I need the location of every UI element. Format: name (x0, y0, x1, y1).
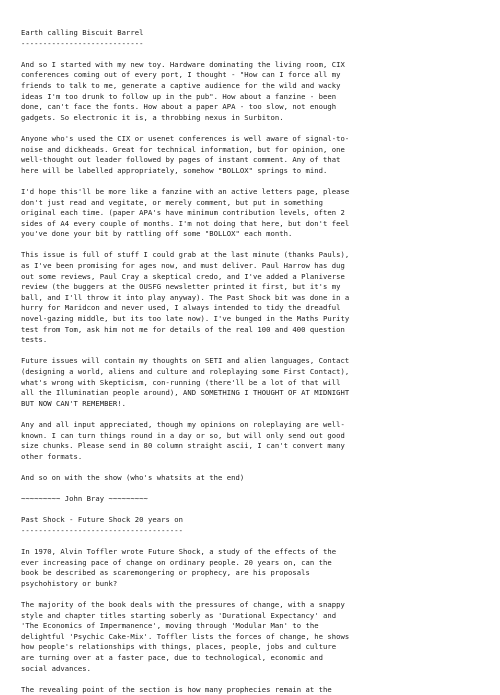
text-line: Past Shock - Future Shock 20 years on (21, 515, 183, 525)
paragraph (21, 60, 487, 124)
text-line: social advances. (21, 663, 92, 673)
paragraph-gap (21, 505, 487, 516)
text-line: style and chapter titles starting soberly as 'Durational Expectancy' and (21, 610, 337, 620)
paragraph (21, 473, 487, 484)
text-line: ball, and I'll throw it into play anyway). The Past Shock bit was done in a (21, 292, 350, 302)
paragraph-gap (21, 674, 487, 685)
text-line: hurry for Maridcon and never used, I always intended to tidy the dreadful (21, 303, 341, 313)
text-line: test from Tom, ask him not me for details of the real 100 and 400 question (21, 324, 345, 334)
text-line: as I've been promising for ages now, and must deliver. Paul Harrow has dug (21, 261, 345, 271)
text-line: This issue is full of stuff I could grab at the last minute (thanks Pauls), (21, 250, 350, 260)
document-page (21, 28, 487, 695)
paragraph (21, 494, 487, 505)
text-line: ---------------------------- (21, 38, 144, 48)
text-line: out some reviews, Paul Cray a skeptical credo, and I've added a Planiverse (21, 271, 345, 281)
text-line: tests. (21, 335, 48, 345)
text-line: And so on with the show (who's whatsits at the end) (21, 472, 245, 482)
paragraph (21, 356, 487, 409)
text-line: how people's relationships with things, places, people, jobs and culture (21, 642, 337, 652)
text-line: Future issues will contain my thoughts on SETI and alien languages, Contact (21, 356, 350, 366)
paragraph (21, 600, 487, 674)
paragraph-gap (21, 346, 487, 357)
text-line: ~~~~~~~~~ John Bray ~~~~~~~~~ (21, 494, 148, 504)
text-line: you've done your bit by rattling off some "BOLLOX" each month. (21, 229, 293, 239)
paragraph (21, 547, 487, 589)
text-line: what's wrong with Skepticism, con-running (there'll be a lot of that will (21, 377, 341, 387)
paragraph (21, 515, 487, 536)
text-line: ------------------------------------- (21, 525, 183, 535)
text-line: ideas I'm too drunk to follow up in the pub". How about a fanzine - been (21, 91, 337, 101)
text-line: I'd hope this'll be more like a fanzine with an active letters page, please (21, 186, 350, 196)
paragraph (21, 250, 487, 345)
text-line: noise and dickheads. Great for technical information, but for opinion, one (21, 144, 345, 154)
paragraph-gap (21, 537, 487, 548)
text-line: In 1970, Alvin Toffler wrote Future Shock, a study of the effects of the (21, 547, 337, 557)
text-line: The majority of the book deals with the pressures of change, with a snappy (21, 600, 345, 610)
text-line: don't just read and vegitate, or merely comment, but put in something (21, 197, 324, 207)
text-line: BUT NOW CAN'T REMEMBER!. (21, 398, 127, 408)
paragraph-gap (21, 409, 487, 420)
text-line: here will be labelled appropriately, somehow "BOLLOX" springs to mind. (21, 165, 328, 175)
text-line: psychohistory or bunk? (21, 578, 118, 588)
text-line: review (the buggers at the OUSFG newsletter printed it first, but it's my (21, 282, 341, 292)
text-line: known. I can turn things round in a day or so, but will only send out good (21, 430, 345, 440)
text-line: gadgets. So electronic it is, a throbbing nexus in Surbiton. (21, 112, 284, 122)
text-line: conferences coming out of every port, I thought - "How can I force all my (21, 70, 341, 80)
text-line: other formats. (21, 451, 83, 461)
text-line: are turning over at a faster pace, due to technological, economic and (21, 653, 324, 663)
paragraph-gap (21, 484, 487, 495)
paragraph-gap (21, 176, 487, 187)
paragraph (21, 187, 487, 240)
paragraph-gap (21, 49, 487, 60)
paragraph (21, 685, 487, 695)
paragraph-gap (21, 123, 487, 134)
text-line: (designing a world, aliens and culture and roleplaying some First Contact), (21, 367, 350, 376)
paragraph-gap (21, 462, 487, 473)
text-line: size chunks. Please send in 80 column straight ascii, I can't convert many (21, 441, 345, 451)
text-line: 'The Economics of Impermanence', moving through 'Modular Man' to the (21, 621, 319, 631)
paragraph-gap (21, 240, 487, 251)
text-line: book be described as scaremongering or prophecy, are his proposals (21, 568, 310, 578)
text-line: done, can't face the fonts. How about a paper APA - too slow, not enough (21, 102, 337, 112)
text-line: Anyone who's used the CIX or usenet conferences is well aware of signal-to- (21, 133, 350, 143)
text-line: original each time. (paper APA's have minimum contribution levels, often 2 (21, 208, 345, 218)
text-line: ever increasing pace of change on ordinary people. 20 years on, can the (21, 557, 332, 567)
paragraph-gap (21, 589, 487, 600)
paragraph (21, 134, 487, 176)
text-line: all the Illuminatian people around), AND SOMETHING I THOUGHT OF AT MIDNIGHT (21, 388, 350, 398)
text-line: novel-gazing middle, but its too late now). I've bunged in the Maths Purity (21, 314, 350, 324)
text-line: And so I started with my new toy. Hardware dominating the living room, CIX (21, 59, 345, 69)
paragraph (21, 420, 487, 462)
text-line: Earth calling Biscuit Barrel (21, 28, 144, 37)
text-line: sides of A4 every couple of months. I'm not doing that here, but don't feel (21, 218, 350, 228)
text-line: well-thought out leader followed by pages of instant comment. Any of that (21, 155, 341, 165)
text-line: delightful 'Psychic Cake-Mix'. Toffler lists the forces of change, he shows (21, 631, 350, 641)
text-line: Any and all input appreciated, though my opinions on roleplaying are well- (21, 419, 345, 429)
paragraph (21, 28, 487, 49)
text-line: friends to talk to me, generate a captive audience for the wild and wacky (21, 80, 341, 90)
text-line: The revealing point of the section is how many prophecies remain at the (21, 684, 332, 694)
